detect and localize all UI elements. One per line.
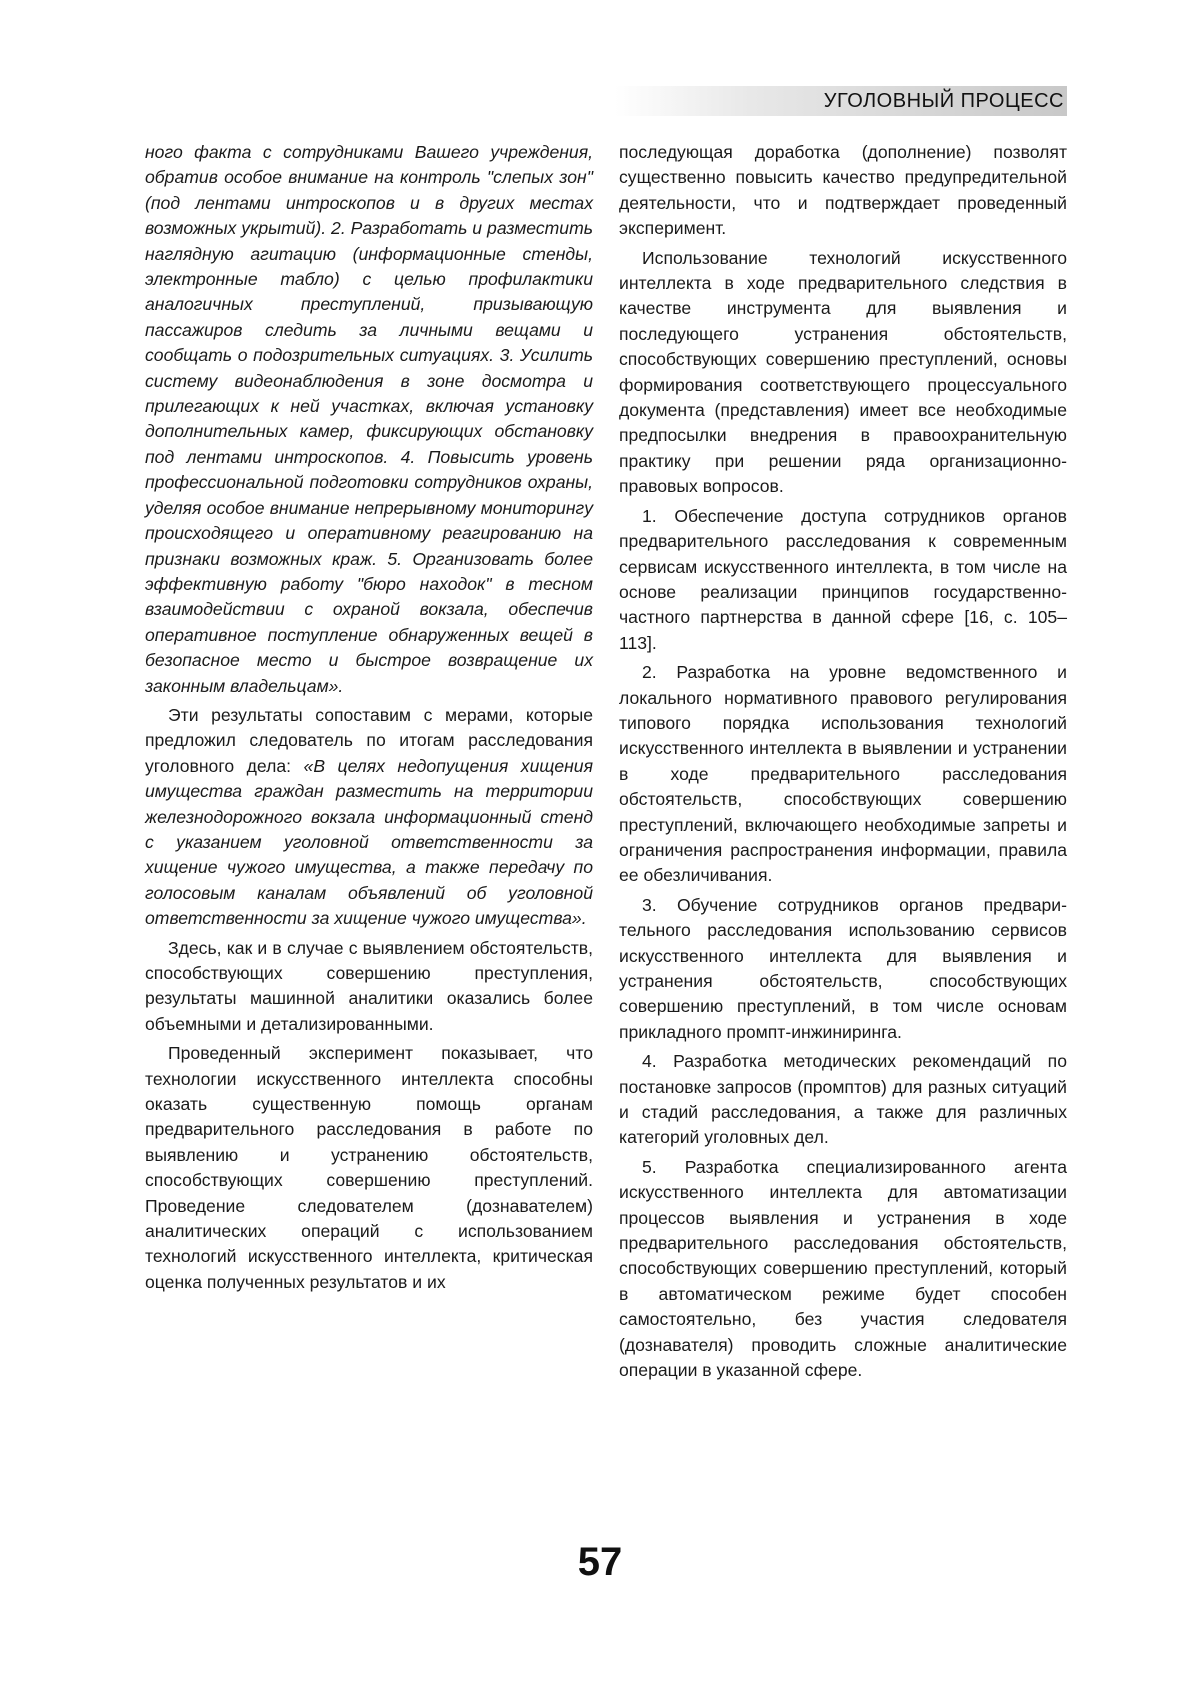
paragraph-ai-usage: Использование технологий искусственного интеллекта в ходе предварительного следствия в качестве инструмента для выявления и последующего устранения обстоятельств, способствующих совершению преступлений, основы формирования соответствующего процессуального документа (представления) имеет все необходимые предпосылки внедрения в правоохранительную практику при решении ряда организационно-правовых вопросов. — [619, 247, 1067, 497]
paragraph-continued: последующая доработка (дополнение) позволят существенно повысить качество предупредительной деятельности, что и подтверждает проведенный эксперимент. — [619, 142, 1067, 239]
left-column — [145, 140, 593, 1295]
right-column — [619, 140, 1067, 1384]
paragraph-experiment: Проведенный эксперимент показывает, что технологии искусственного интеллекта способны оказать существенную помощь органам предварительного расследования в работе по выявлению и устранению обстоятельств, способствующих совершению преступлений. Проведение следователем (дознавателем) аналитических операций с использованием технологий искусственного интеллекта, критическая оценка полученных результатов и их — [145, 1043, 593, 1292]
paragraph-comparison — [145, 703, 593, 932]
page-number: 57 — [577, 1540, 623, 1584]
paragraph-comparison-text: Эти результаты сопоставим с мерами, которые предложил следователь по итогам расследования уголовного дела: — [145, 704, 593, 776]
paragraph-results: Здесь, как и в случае с выявлением обстоятельств, способствующих совершению преступления, результаты машинной аналитики оказались более объемными и детализированными. — [145, 937, 593, 1034]
list-item-4: 4. Разработка методических рекомендаций по постановке запросов (промптов) для разных ситуаций и стадий расследования, а также для различных категорий уголовных дел. — [619, 1051, 1067, 1148]
investigator-quote: «В целях недопущения хищения имущества граждан разместить на территории железнодорожного вокзала информационный стенд с указанием уголовной ответственности за хищение чужого имущества, а также передачу по голосовым каналам объявлений об уголовной ответственности за хищение чужого имущества». — [145, 755, 593, 929]
list-item-5: 5. Разработка специализированного агента искусственного интеллекта для автоматизации процессов выявления и устранения в ходе предварительного расследования обстоятельств, способствующих совершению преступлений, который в автоматическом режиме будет способен самостоятельно, без участия следователя (дознавателя) проводить сложные аналитические операции в указанной сфере. — [619, 1156, 1067, 1381]
list-item-2: 2. Разработка на уровне ведомственного и локального нормативного правового регулирования типового порядка использования технологий искусственного интеллекта в выявлении и устранении в ходе предварительного расследования обстоятельств, способствующих совершению преступлений, включающего необходимые запреты и ограничения распространения информации, правила ее обезличивания. — [619, 662, 1067, 886]
list-item-1: 1. Обеспечение доступа сотрудников органов предварительного расследования к современным сервисам искусственного интеллекта, в том числе на основе реализации принципов государственно-частного партнерства в данной сфере [16, с. 105–113]. — [619, 505, 1067, 653]
paragraph-continued-quote: ного факта с сотрудниками Вашего учреждения, обратив особое внимание на контроль "слепых зон" (под лентами интроскопов и в других местах возможных укрытий). 2. Разработать и разместить наглядную агитацию (информационные стенды, электронные табло) с целью профилактики аналогичных преступлений, призывающую пассажиров следить за личными вещами и сообщать о подозрительных ситуациях. 3. Усилить систему видеонаблюдения в зоне досмотра и прилегающих к ней участках, включая установку дополнительных камер, фиксирующих обстановку под лентами интроскопов. 4. Повысить уровень профессиональной подготовки сотрудников охраны, уделяя особое внимание непрерывному мониторингу происходящего и оперативному реагированию на признаки возможных краж. 5. Организовать более эффективную работу "бюро находок" в тесном взаимодействии с охраной вокзала, обеспечив оперативное поступление обнаруженных вещей в безопасное место и быстрое возвращение их законным владельцам». — [145, 142, 593, 696]
section-title: УГОЛОВНЫЙ ПРОЦЕСС — [823, 90, 1064, 112]
list-item-3: 3. Обучение сотрудников органов предварительного расследования использованию сервисов искусственного интеллекта для выявления и устранения обстоятельств, способствующих совершению преступлений, в том числе основам прикладного промпт-инжиниринга. — [619, 894, 1067, 1042]
